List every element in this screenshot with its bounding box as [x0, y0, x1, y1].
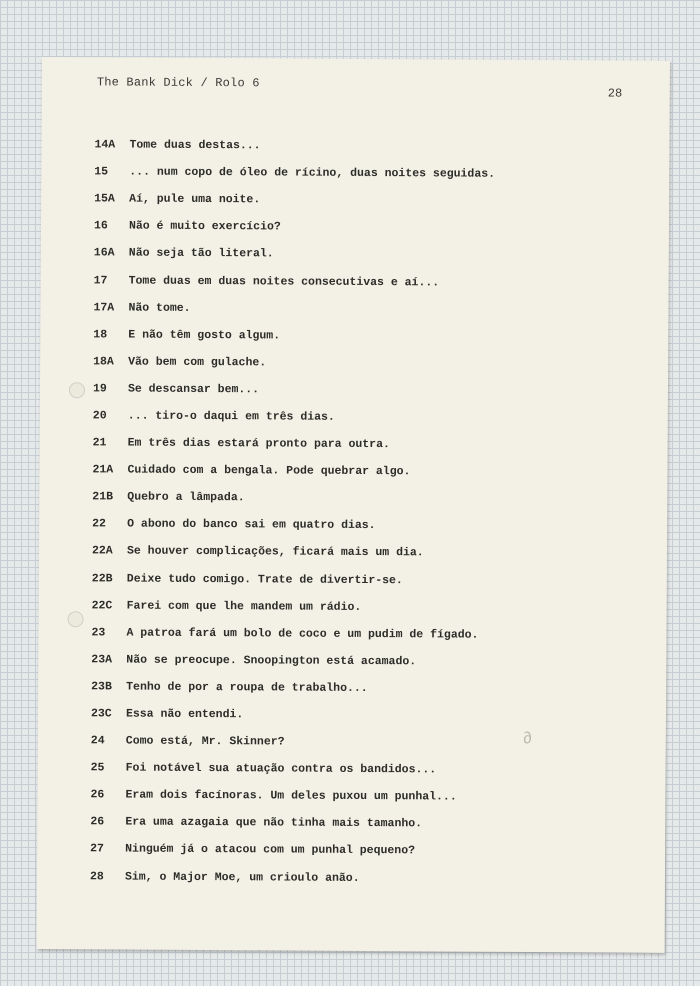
- script-line: [92, 456, 652, 487]
- script-line: [93, 375, 653, 406]
- line-number: 21B: [92, 490, 114, 504]
- line-number: 17: [93, 273, 108, 287]
- line-text: Era uma azagaia que não tinha mais tamanho.: [125, 815, 423, 831]
- script-line: [94, 240, 654, 271]
- script-line: [92, 511, 652, 542]
- line-number: 27: [90, 842, 105, 856]
- script-line: [91, 619, 651, 650]
- line-text: Tome duas destas...: [129, 138, 261, 153]
- script-line: [92, 592, 652, 623]
- line-number: 23: [91, 626, 106, 640]
- line-number: 17A: [93, 300, 115, 315]
- script-line: [91, 673, 651, 704]
- line-text: E não têm gosto algum.: [128, 328, 281, 343]
- script-line: [94, 267, 654, 298]
- script-line: [94, 186, 654, 217]
- line-number: 23C: [90, 707, 112, 721]
- script-line: [90, 836, 650, 867]
- line-number: 15: [94, 165, 109, 179]
- line-text: Tenho de por a roupa de trabalho...: [126, 680, 368, 695]
- script-line: [94, 158, 654, 189]
- line-text: Eram dois facínoras. Um deles puxou um punhal...: [125, 788, 457, 804]
- line-number: 22C: [91, 598, 113, 613]
- punch-hole: [69, 382, 85, 398]
- line-number: 28: [89, 869, 104, 883]
- typed-page: [37, 57, 670, 953]
- line-text: Ninguém já o atacou com um punhal pequeno?: [125, 843, 416, 858]
- line-text: Aí, pule uma noite.: [129, 192, 261, 207]
- line-number: 19: [92, 382, 107, 396]
- line-text: Foi notável sua atuação contra os bandidos...: [125, 761, 437, 777]
- line-text: Sim, o Major Moe, um crioulo anão.: [124, 870, 360, 885]
- line-text: O abono do banco sai em quatro dias.: [127, 517, 376, 533]
- line-text: Como está, Mr. Skinner?: [125, 734, 285, 749]
- line-text: Não se preocupe. Snoopington está acamado.: [126, 653, 417, 669]
- punch-hole: [68, 611, 84, 627]
- line-text: Não seja tão literal.: [128, 246, 274, 261]
- line-number: 25: [90, 761, 105, 775]
- line-text: ... num copo de óleo de rícino, duas noites seguidas.: [129, 165, 496, 181]
- line-number: 26: [90, 788, 105, 802]
- script-line: [93, 294, 653, 325]
- script-line: [92, 538, 652, 569]
- line-text: Não é muito exercício?: [128, 219, 281, 234]
- line-number: 24: [90, 734, 105, 748]
- line-text: ... tiro-o daqui em três dias.: [127, 409, 335, 424]
- line-text: A patroa fará um bolo de coco e um pudim de fígado.: [126, 626, 479, 642]
- script-line: [93, 429, 653, 460]
- line-number: 18A: [93, 355, 114, 369]
- script-line: [92, 565, 652, 596]
- script-line: [91, 700, 651, 731]
- line-number: 23A: [91, 653, 113, 667]
- line-number: 22B: [91, 571, 113, 585]
- line-text: Essa não entendi.: [125, 707, 244, 722]
- line-number: 21A: [92, 463, 114, 477]
- line-number: 22: [92, 517, 106, 531]
- line-number: 26: [90, 815, 105, 829]
- line-text: Se houver complicações, ficará mais um dia.: [126, 544, 424, 560]
- script-line: [92, 484, 652, 515]
- line-text: Quebro a lâmpada.: [127, 490, 245, 505]
- script-lines: [90, 131, 655, 893]
- line-text: Tome duas em duas noites consecutivas e aí...: [128, 274, 440, 289]
- line-number: 20: [92, 409, 107, 423]
- script-line: [93, 348, 653, 379]
- line-text: Se descansar bem...: [127, 382, 260, 397]
- line-text: Farei com que lhe mandem um rádio.: [126, 599, 362, 614]
- line-text: Deixe tudo comigo. Trate de divertir-se.: [126, 572, 403, 587]
- line-number: 18: [93, 328, 108, 342]
- script-line: [91, 727, 651, 758]
- pencil-mark: ∂: [520, 729, 535, 749]
- script-line: [93, 321, 653, 352]
- script-line: [90, 782, 650, 813]
- line-number: 22A: [91, 544, 113, 558]
- script-line: [91, 754, 651, 785]
- line-text: Vão bem com gulache.: [128, 355, 267, 370]
- line-number: 15A: [94, 192, 115, 206]
- line-number: 23B: [91, 680, 112, 694]
- line-text: Cuidado com a bengala. Pode quebrar algo.: [127, 463, 411, 479]
- script-line: [90, 809, 650, 840]
- script-line: [90, 863, 650, 894]
- script-line: [91, 646, 651, 677]
- script-line: [94, 213, 654, 244]
- page-header-title: The Bank Dick / Rolo 6: [96, 75, 260, 91]
- line-text: Em três dias estará pronto para outra.: [127, 436, 390, 452]
- script-line: [93, 402, 653, 433]
- script-line: [94, 131, 654, 162]
- line-number: 16: [93, 219, 108, 233]
- line-number: 21: [92, 436, 107, 450]
- line-number: 16A: [93, 246, 115, 260]
- line-text: Não tome.: [128, 301, 191, 315]
- line-number: 14A: [94, 138, 116, 152]
- page-number: 28: [607, 86, 623, 101]
